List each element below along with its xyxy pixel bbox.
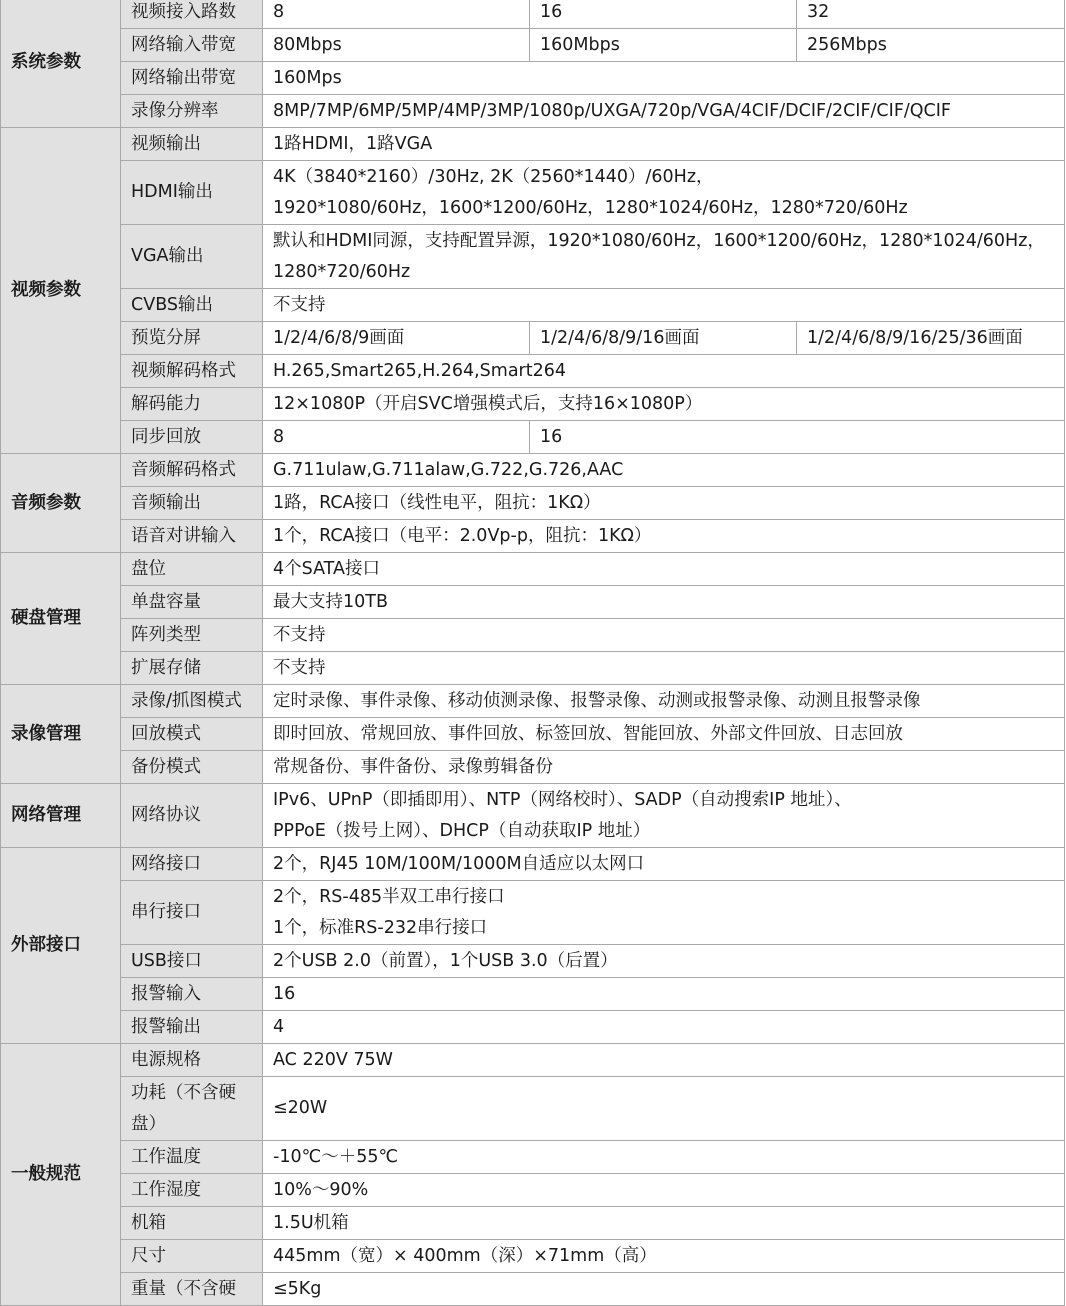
spec-label: 报警输入 (121, 978, 263, 1011)
spec-label: 阵列类型 (121, 619, 263, 652)
spec-value: ≤20W (263, 1077, 1065, 1141)
spec-label: 音频输出 (121, 487, 263, 520)
spec-value: 4 (263, 1011, 1065, 1044)
spec-value: 常规备份、事件备份、录像剪辑备份 (263, 751, 1065, 784)
spec-label: 工作温度 (121, 1141, 263, 1174)
spec-row (1, 1207, 1065, 1240)
spec-value: 32 (797, 0, 1065, 29)
spec-label: 语音对讲输入 (121, 520, 263, 553)
spec-value-line: IPv6、UPnP（即插即用）、NTP（网络校时）、SADP（自动搜索IP 地址）、 (273, 789, 852, 810)
spec-label: 视频解码格式 (121, 355, 263, 388)
spec-row (1, 1273, 1065, 1306)
section-category: 录像管理 (1, 685, 121, 784)
spec-row (1, 128, 1065, 161)
spec-label: 报警输出 (121, 1011, 263, 1044)
spec-label: 网络输出带宽 (121, 62, 263, 95)
section-category: 外部接口 (1, 848, 121, 1044)
spec-value: 1路，RCA接口（线性电平，阻抗：1KΩ） (263, 487, 1065, 520)
spec-row (1, 685, 1065, 718)
spec-label: 同步回放 (121, 421, 263, 454)
spec-row (1, 1011, 1065, 1044)
spec-value (263, 161, 1065, 225)
section-category: 视频参数 (1, 128, 121, 454)
spec-row (1, 289, 1065, 322)
spec-row (1, 881, 1065, 945)
spec-value: 160Mps (263, 62, 1065, 95)
spec-label: 回放模式 (121, 718, 263, 751)
spec-label: 网络协议 (121, 784, 263, 848)
spec-row (1, 751, 1065, 784)
section-category: 系统参数 (1, 0, 121, 128)
spec-label: 视频输出 (121, 128, 263, 161)
spec-row (1, 945, 1065, 978)
spec-row (1, 619, 1065, 652)
spec-value: 1个，RCA接口（电平：2.0Vp-p，阻抗：1KΩ） (263, 520, 1065, 553)
spec-row (1, 454, 1065, 487)
spec-row (1, 487, 1065, 520)
spec-table-body (1, 0, 1065, 1306)
spec-value: 不支持 (263, 652, 1065, 685)
spec-value: 12×1080P（开启SVC增强模式后，支持16×1080P） (263, 388, 1065, 421)
spec-value: 1/2/4/6/8/9/16/25/36画面 (797, 322, 1065, 355)
spec-value: AC 220V 75W (263, 1044, 1065, 1077)
spec-label: 电源规格 (121, 1044, 263, 1077)
spec-value: 16 (263, 978, 1065, 1011)
spec-row (1, 718, 1065, 751)
spec-row (1, 586, 1065, 619)
spec-value: 不支持 (263, 619, 1065, 652)
spec-label: 串行接口 (121, 881, 263, 945)
spec-label: 盘位 (121, 553, 263, 586)
spec-row (1, 95, 1065, 128)
spec-row (1, 421, 1065, 454)
spec-row (1, 1240, 1065, 1273)
spec-value: 8 (263, 0, 530, 29)
spec-value: 1.5U机箱 (263, 1207, 1065, 1240)
spec-value-line: 默认和HDMI同源，支持配置异源，1920*1080/60Hz，1600*1200/60Hz，1280*1024/60Hz， (273, 230, 1045, 251)
spec-label: 工作湿度 (121, 1174, 263, 1207)
spec-value-line: 4K（3840*2160）/30Hz, 2K（2560*1440）/60Hz， (273, 166, 714, 187)
spec-label: 预览分屏 (121, 322, 263, 355)
section-category: 网络管理 (1, 784, 121, 848)
spec-row (1, 322, 1065, 355)
spec-value: ≤5Kg (263, 1273, 1065, 1306)
spec-value: 1/2/4/6/8/9/16画面 (530, 322, 797, 355)
spec-value: 16 (530, 421, 1065, 454)
spec-label-line: 功耗（不含硬 (131, 1082, 236, 1103)
spec-value (263, 784, 1065, 848)
spec-label: USB接口 (121, 945, 263, 978)
spec-value: G.711ulaw,G.711alaw,G.722,G.726,AAC (263, 454, 1065, 487)
spec-label: 单盘容量 (121, 586, 263, 619)
spec-row (1, 355, 1065, 388)
spec-label: VGA输出 (121, 225, 263, 289)
spec-label: 网络接口 (121, 848, 263, 881)
spec-value (263, 225, 1065, 289)
spec-value: 1/2/4/6/8/9画面 (263, 322, 530, 355)
spec-label: 尺寸 (121, 1240, 263, 1273)
spec-row (1, 784, 1065, 848)
spec-value: -10℃～＋55℃ (263, 1141, 1065, 1174)
spec-value: 最大支持10TB (263, 586, 1065, 619)
spec-value: 2个USB 2.0（前置），1个USB 3.0（后置） (263, 945, 1065, 978)
spec-row (1, 978, 1065, 1011)
spec-label (121, 1077, 263, 1141)
spec-value: 定时录像、事件录像、移动侦测录像、报警录像、动测或报警录像、动测且报警录像 (263, 685, 1065, 718)
spec-value: 8 (263, 421, 530, 454)
spec-value: 445mm（宽）× 400mm（深）×71mm（高） (263, 1240, 1065, 1273)
section-category: 硬盘管理 (1, 553, 121, 685)
spec-row (1, 161, 1065, 225)
spec-label: 重量（不含硬 (121, 1273, 263, 1306)
spec-value: 256Mbps (797, 29, 1065, 62)
spec-label: HDMI输出 (121, 161, 263, 225)
spec-value: 10%～90% (263, 1174, 1065, 1207)
spec-label: 音频解码格式 (121, 454, 263, 487)
spec-value (263, 881, 1065, 945)
spec-label: 视频接入路数 (121, 0, 263, 29)
spec-label: 录像分辨率 (121, 95, 263, 128)
spec-value: 即时回放、常规回放、事件回放、标签回放、智能回放、外部文件回放、日志回放 (263, 718, 1065, 751)
spec-row (1, 848, 1065, 881)
spec-value-line: 1280*720/60Hz (273, 261, 411, 282)
spec-row (1, 388, 1065, 421)
section-category: 一般规范 (1, 1044, 121, 1306)
spec-label: 备份模式 (121, 751, 263, 784)
spec-value: 2个，RJ45 10M/100M/1000M自适应以太网口 (263, 848, 1065, 881)
spec-label-line: 盘） (131, 1113, 166, 1134)
spec-row (1, 1077, 1065, 1141)
spec-row (1, 225, 1065, 289)
spec-row (1, 1044, 1065, 1077)
spec-value: H.265,Smart265,H.264,Smart264 (263, 355, 1065, 388)
spec-value-line: 2个，RS-485半双工串行接口 (273, 886, 505, 907)
section-category: 音频参数 (1, 454, 121, 553)
spec-value-line: PPPoE（拨号上网）、DHCP（自动获取IP 地址） (273, 820, 651, 841)
spec-value: 1路HDMI，1路VGA (263, 128, 1065, 161)
spec-label: 网络输入带宽 (121, 29, 263, 62)
spec-value: 8MP/7MP/6MP/5MP/4MP/3MP/1080p/UXGA/720p/VGA/4CIF/DCIF/2CIF/CIF/QCIF (263, 95, 1065, 128)
spec-label: 扩展存储 (121, 652, 263, 685)
spec-row (1, 29, 1065, 62)
spec-label: 机箱 (121, 1207, 263, 1240)
spec-row (1, 520, 1065, 553)
spec-row (1, 553, 1065, 586)
spec-row (1, 1174, 1065, 1207)
spec-value: 160Mbps (530, 29, 797, 62)
spec-label: 解码能力 (121, 388, 263, 421)
spec-label: 录像/抓图模式 (121, 685, 263, 718)
spec-row (1, 0, 1065, 29)
spec-row (1, 62, 1065, 95)
spec-row (1, 1141, 1065, 1174)
spec-value: 16 (530, 0, 797, 29)
spec-value: 80Mbps (263, 29, 530, 62)
spec-value: 不支持 (263, 289, 1065, 322)
spec-value: 4个SATA接口 (263, 553, 1065, 586)
spec-value-line: 1920*1080/60Hz，1600*1200/60Hz，1280*1024/60Hz，1280*720/60Hz (273, 197, 908, 218)
spec-value-line: 1个，标准RS-232串行接口 (273, 917, 488, 938)
spec-label: CVBS输出 (121, 289, 263, 322)
spec-row (1, 652, 1065, 685)
